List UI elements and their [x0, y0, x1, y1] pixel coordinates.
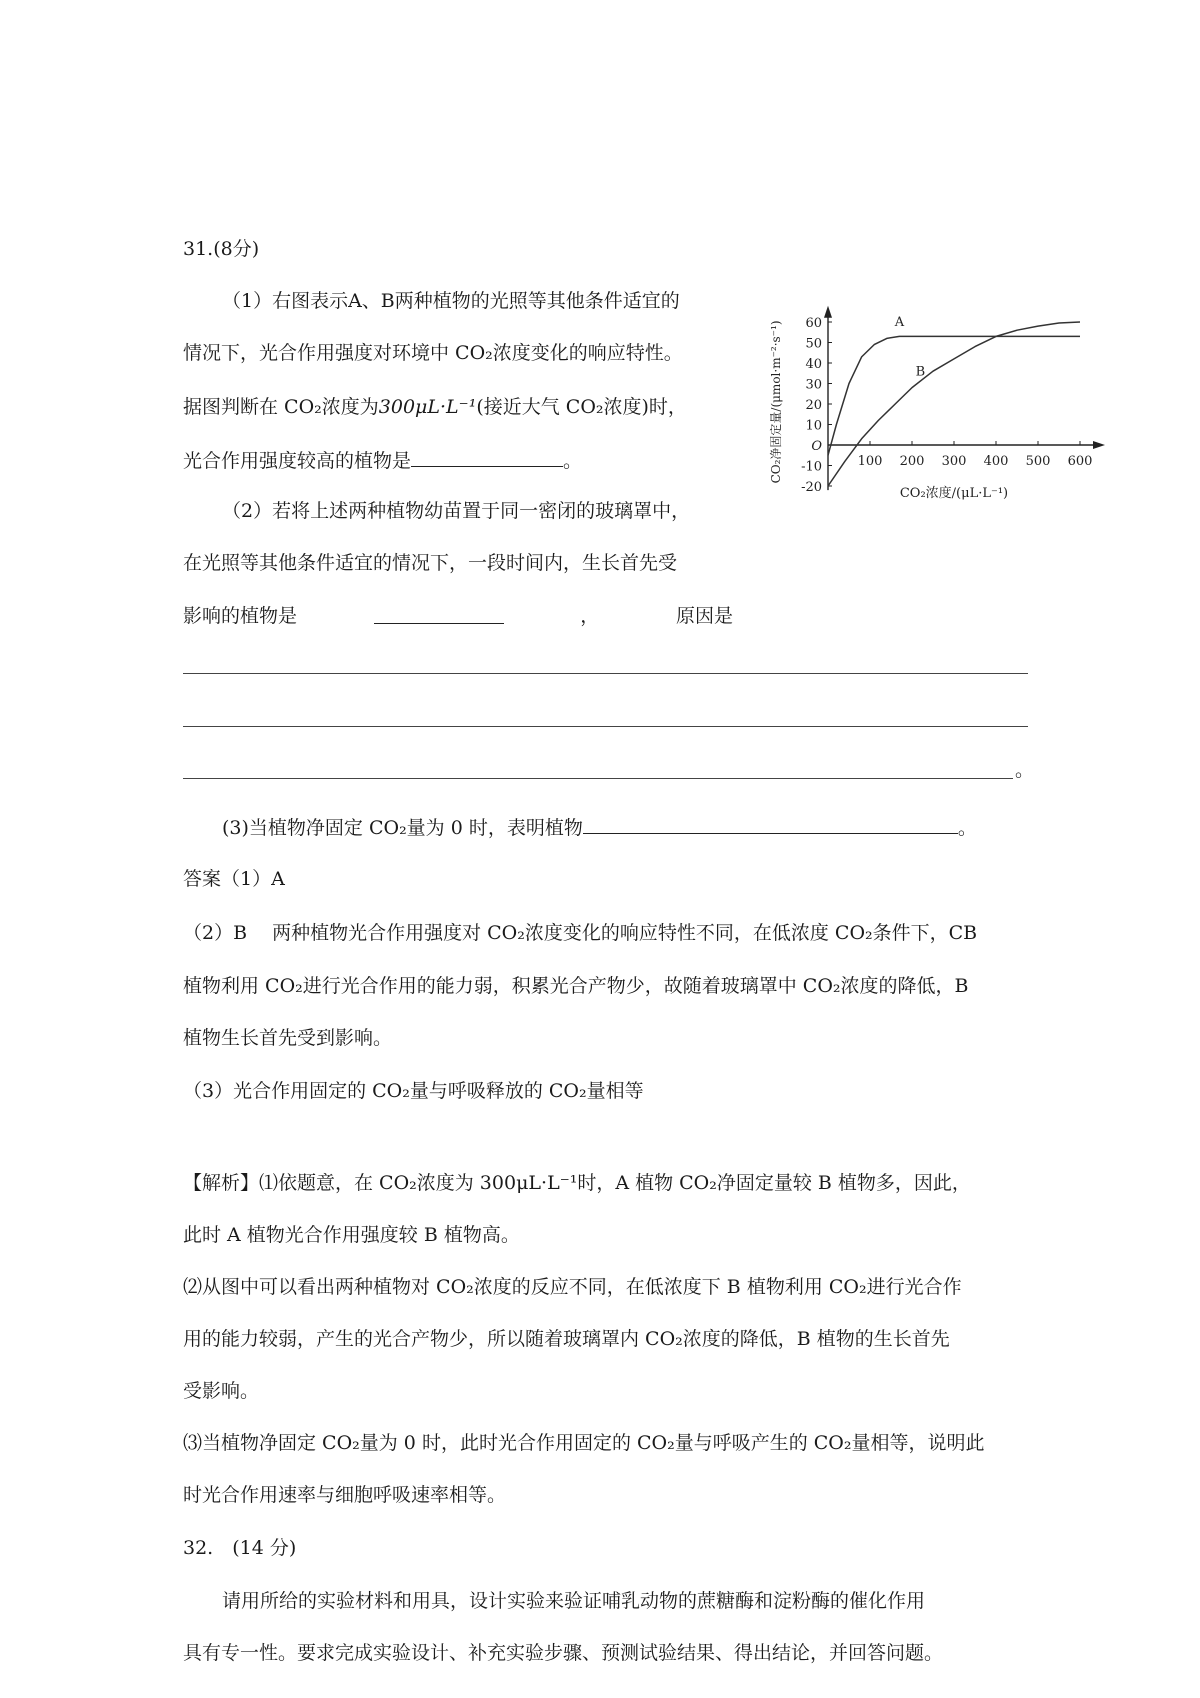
y-tick-label: 30: [805, 377, 822, 393]
q31-part1-line3: [183, 394, 687, 420]
x-tick-label: 200: [899, 454, 925, 469]
x-tick-label: 100: [857, 454, 883, 469]
q31-part3: [222, 813, 977, 841]
q31-part2-line3: [183, 603, 733, 629]
q32-line1: 请用所给的实验材料和用具，设计实验来验证哺乳动物的蔗糖酶和淀粉酶的催化作用: [222, 1590, 926, 1612]
series-A-label: A: [894, 315, 905, 331]
q31-part1-line3-a: 据图判断在 CO₂浓度为: [183, 396, 379, 418]
x-tick-label: 300: [941, 454, 967, 469]
period: 。: [563, 450, 583, 472]
analysis-line4: 用的能力较弱，产生的光合产物少，所以随着玻璃罩内 CO₂浓度的降低，B 植物的生长首先: [183, 1328, 950, 1350]
analysis-line6: ⑶当植物净固定 CO₂量为 0 时，此时光合作用固定的 CO₂量与呼吸产生的 CO₂量相等，说明此: [183, 1432, 985, 1454]
y-tick-label: -20: [801, 480, 822, 495]
answer-line-1[interactable]: [183, 673, 1028, 674]
answer-line-3[interactable]: [183, 778, 1013, 779]
analysis-line7: 时光合作用速率与细胞呼吸速率相等。: [183, 1484, 507, 1506]
q31-part1-line1: （1）右图表示A、B两种植物的光照等其他条件适宜的: [222, 290, 680, 312]
q31-part1-line4-text: 光合作用强度较高的植物是: [183, 450, 412, 472]
series-A-line: [828, 336, 1080, 455]
x-tick-label: 600: [1067, 454, 1093, 469]
x-axis-arrow: [1093, 441, 1105, 449]
answer-line-2[interactable]: [183, 726, 1028, 727]
answer-blank-1[interactable]: [411, 446, 563, 467]
analysis-line1: 【解析】⑴依题意，在 CO₂浓度为 300μL·L⁻¹时，A 植物 CO₂净固定量较 B 植物多，因此，: [183, 1172, 971, 1194]
q32-line2: 具有专一性。要求完成实验设计、补充实验步骤、预测试验结果、得出结论，并回答问题。: [183, 1642, 944, 1664]
period: 。: [957, 817, 977, 839]
comma: ，: [580, 605, 600, 627]
q31-part1-line2: 情况下，光合作用强度对环境中 CO₂浓度变化的响应特性。: [183, 342, 683, 364]
y-tick-label: 50: [805, 336, 822, 352]
answer-2-line1: （2）B 两种植物光合作用强度对 CO₂浓度变化的响应特性不同，在低浓度 CO₂条件下，CB: [183, 922, 978, 944]
x-axis-label: CO₂浓度/(μL·L⁻¹): [899, 486, 1009, 501]
y-axis-arrow: [824, 306, 832, 318]
q31-part1-line3-b: (接近大气 CO₂浓度)时，: [476, 396, 687, 418]
q32-header: 32. (14 分): [183, 1537, 297, 1559]
analysis-line2: 此时 A 植物光合作用强度较 B 植物高。: [183, 1224, 520, 1246]
q31-header: 31.(8分): [183, 238, 260, 260]
line-end-period: 。: [1015, 759, 1035, 781]
answer-blank-3[interactable]: [583, 813, 958, 834]
q31-part2-line2: 在光照等其他条件适宜的情况下，一段时间内，生长首先受: [183, 552, 678, 574]
series-B-label: B: [915, 364, 926, 380]
concentration-value: 300μL·L⁻¹: [378, 396, 477, 418]
y-tick-label: 20: [805, 398, 822, 413]
y-tick-label: 40: [805, 357, 822, 372]
q31-part2-line1: （2）若将上述两种植物幼苗置于同一密闭的玻璃罩中，: [222, 500, 691, 522]
y-tick-label: 10: [805, 418, 822, 434]
q31-part2-line3-b: 原因是: [675, 605, 733, 627]
answer-3: （3）光合作用固定的 CO₂量与呼吸释放的 CO₂量相等: [183, 1080, 644, 1102]
co2-response-chart: [760, 245, 1110, 535]
q31-part1-line4: [183, 446, 582, 474]
analysis-line5: 受影响。: [183, 1380, 260, 1402]
answer-1: 答案（1）A: [183, 868, 285, 890]
answer-blank-2[interactable]: [374, 603, 504, 624]
q31-part3-text: (3)当植物净固定 CO₂量为 0 时，表明植物: [222, 817, 583, 839]
x-tick-label: 500: [1025, 454, 1051, 469]
answer-2-line2: 植物利用 CO₂进行光合作用的能力弱，积累光合产物少，故随着玻璃罩中 CO₂浓度的降低，B: [183, 975, 969, 997]
y-tick-label: 60: [805, 316, 822, 331]
y-tick-label: -10: [801, 459, 822, 475]
q31-part2-line3-a: 影响的植物是: [183, 605, 298, 627]
answer-2-line3: 植物生长首先受到影响。: [183, 1027, 393, 1049]
y-axis-label: CO₂净固定量/(μmol·m⁻²·s⁻¹): [769, 320, 783, 484]
analysis-line3: ⑵从图中可以看出两种植物对 CO₂浓度的反应不同，在低浓度下 B 植物利用 CO₂进行光合作: [183, 1276, 962, 1298]
x-tick-label: 400: [983, 454, 1009, 469]
origin-label: O: [811, 439, 822, 454]
